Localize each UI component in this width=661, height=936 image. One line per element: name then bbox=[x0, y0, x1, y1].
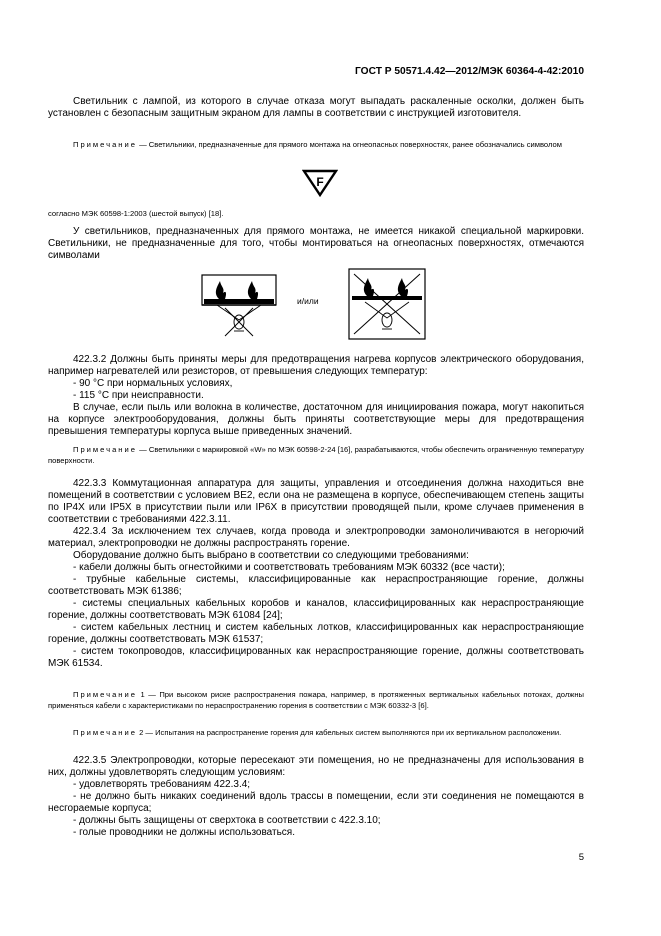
paragraph-text: Светильник с лампой, из которого в случае отказа могут выпадать раскаленные осколки, должен быть установлен с безопасным защитным экраном для лампы в соответствии с инструкцией изготовителя. bbox=[48, 96, 584, 119]
note-2 bbox=[48, 444, 584, 466]
section-422-3-5 bbox=[48, 755, 584, 839]
flammable-surface-symbol-1-icon bbox=[201, 274, 277, 340]
paragraph-text: 422.3.3 Коммутационная аппаратура для защиты, управления и отсоединения должна находиться вне помещений в соответствии с условием ВЕ2, если она не размещена в корпусе, обеспечивающем степень защиты по IP4X или IP5X в присутствии пыли или IP6X в присутствии проводящей пыли, кроме случаев применения в соответствии с требованиями 422.3.11. bbox=[48, 478, 584, 525]
list-item: - не должно быть никаких соединений вдоль трассы в помещении, если эти соединения не помещаются в несгораемые корпуса; bbox=[48, 791, 584, 814]
list-item: - 90 °С при нормальных условиях, bbox=[73, 378, 233, 389]
note-text: — Светильники, предназначенные для прямого монтажа на огнеопасных поверхностях, ранее обозначались символом bbox=[136, 140, 562, 149]
note-text: 1 — При высоком риске распространения пожара, например, в протяженных вертикальных кабельных потоках, должны применяться кабели с характеристиками по нераспространению горения в соответствии с МЭК 60332-3 [6]. bbox=[48, 690, 584, 710]
note-4 bbox=[48, 727, 584, 738]
paragraph-lamp-shield bbox=[48, 96, 584, 120]
paragraph-markings bbox=[48, 226, 584, 262]
list-item: - системы специальных кабельных коробов и каналов, классифицированных как нераспространяющие горение, должны соответствовать МЭК 61084 [24]; bbox=[48, 598, 584, 621]
paragraph-text: 422.3.4 За исключением тех случаев, когда провода и электропроводки замоноличиваются в негорючий материал, электропроводки не должны распространять горение. bbox=[48, 526, 584, 549]
paragraph-text: В случае, если пыль или волокна в количестве, достаточном для инициирования пожара, могут накопиться на корпусе электрооборудования, должны быть приняты соответствующие меры для предотвращения превышения температуры корпуса выше приведенных значений. bbox=[48, 402, 584, 437]
paragraph-text: 422.3.2 Должны быть приняты меры для предотвращения нагрева корпусов электрического оборудования, например нагревателей или резисторов, от превышения следующих температур: bbox=[48, 354, 584, 377]
paragraph-text: 422.3.5 Электропроводки, которые пересекают эти помещения, но не предназначены для использования в них, должны удовлетворять следующим условиям: bbox=[48, 755, 584, 778]
note-tail-text: согласно МЭК 60598-1:2003 (шестой выпуск) [18]. bbox=[48, 209, 224, 218]
note-label: Примечание bbox=[73, 728, 137, 737]
page-number: 5 bbox=[578, 852, 584, 863]
note-text: 2 — Испытания на распространение горения для кабельных систем выполняются при их вертикальном расположении. bbox=[136, 728, 562, 737]
document-header: ГОСТ Р 50571.4.42—2012/МЭК 60364-4-42:2010 bbox=[355, 66, 584, 77]
list-item: - должны быть защищены от сверхтока в соответствии с 422.3.10; bbox=[73, 815, 381, 826]
symbol-letter: F bbox=[316, 175, 324, 189]
list-item: - кабели должны быть огнестойкими и соответствовать требованиям МЭК 60332 (все части); bbox=[73, 562, 505, 573]
note-text: — Светильники с маркировкой «W» по МЭК 60598-2-24 [16], разрабатываются, чтобы обеспечить ограниченную температуру поверхности. bbox=[48, 445, 584, 465]
list-item: - трубные кабельные системы, классифицированные как нераспространяющие горение, должны соответствовать МЭК 61386; bbox=[48, 574, 584, 597]
list-item: - голые проводники не должны использоваться. bbox=[73, 827, 296, 838]
note-1 bbox=[48, 139, 584, 150]
flammable-surface-symbol-2-icon bbox=[348, 268, 426, 340]
note-label: Примечание bbox=[73, 690, 137, 699]
note-3 bbox=[48, 689, 584, 711]
f-triangle-symbol-icon bbox=[302, 169, 338, 197]
section-422-3-2 bbox=[48, 354, 584, 438]
note-1-tail bbox=[48, 208, 584, 219]
list-item: - удовлетворять требованиям 422.3.4; bbox=[73, 779, 251, 790]
paragraph-text: У светильников, предназначенных для прямого монтажа, не имеется никакой специальной маркировки. Светильники, не предназначенные для того, чтобы монтироваться на огнеопасных поверхностях, отмечаются символами bbox=[48, 226, 584, 261]
paragraph-text: Оборудование должно быть выбрано в соответствии со следующими требованиями: bbox=[73, 550, 469, 561]
list-item: - систем кабельных лестниц и систем кабельных лотков, классифицированных как нераспространяющие горение, должны соответствовать МЭК 61537; bbox=[48, 622, 584, 645]
section-422-3-3-and-4 bbox=[48, 478, 584, 670]
and-or-caption: и/или bbox=[297, 296, 319, 306]
note-label: Примечание bbox=[73, 140, 137, 149]
note-label: Примечание bbox=[73, 445, 137, 454]
list-item: - систем токопроводов, классифицированных как нераспространяющие горение, должны соответствовать МЭК 61534. bbox=[48, 646, 584, 669]
list-item: - 115 °С при неисправности. bbox=[73, 390, 204, 401]
